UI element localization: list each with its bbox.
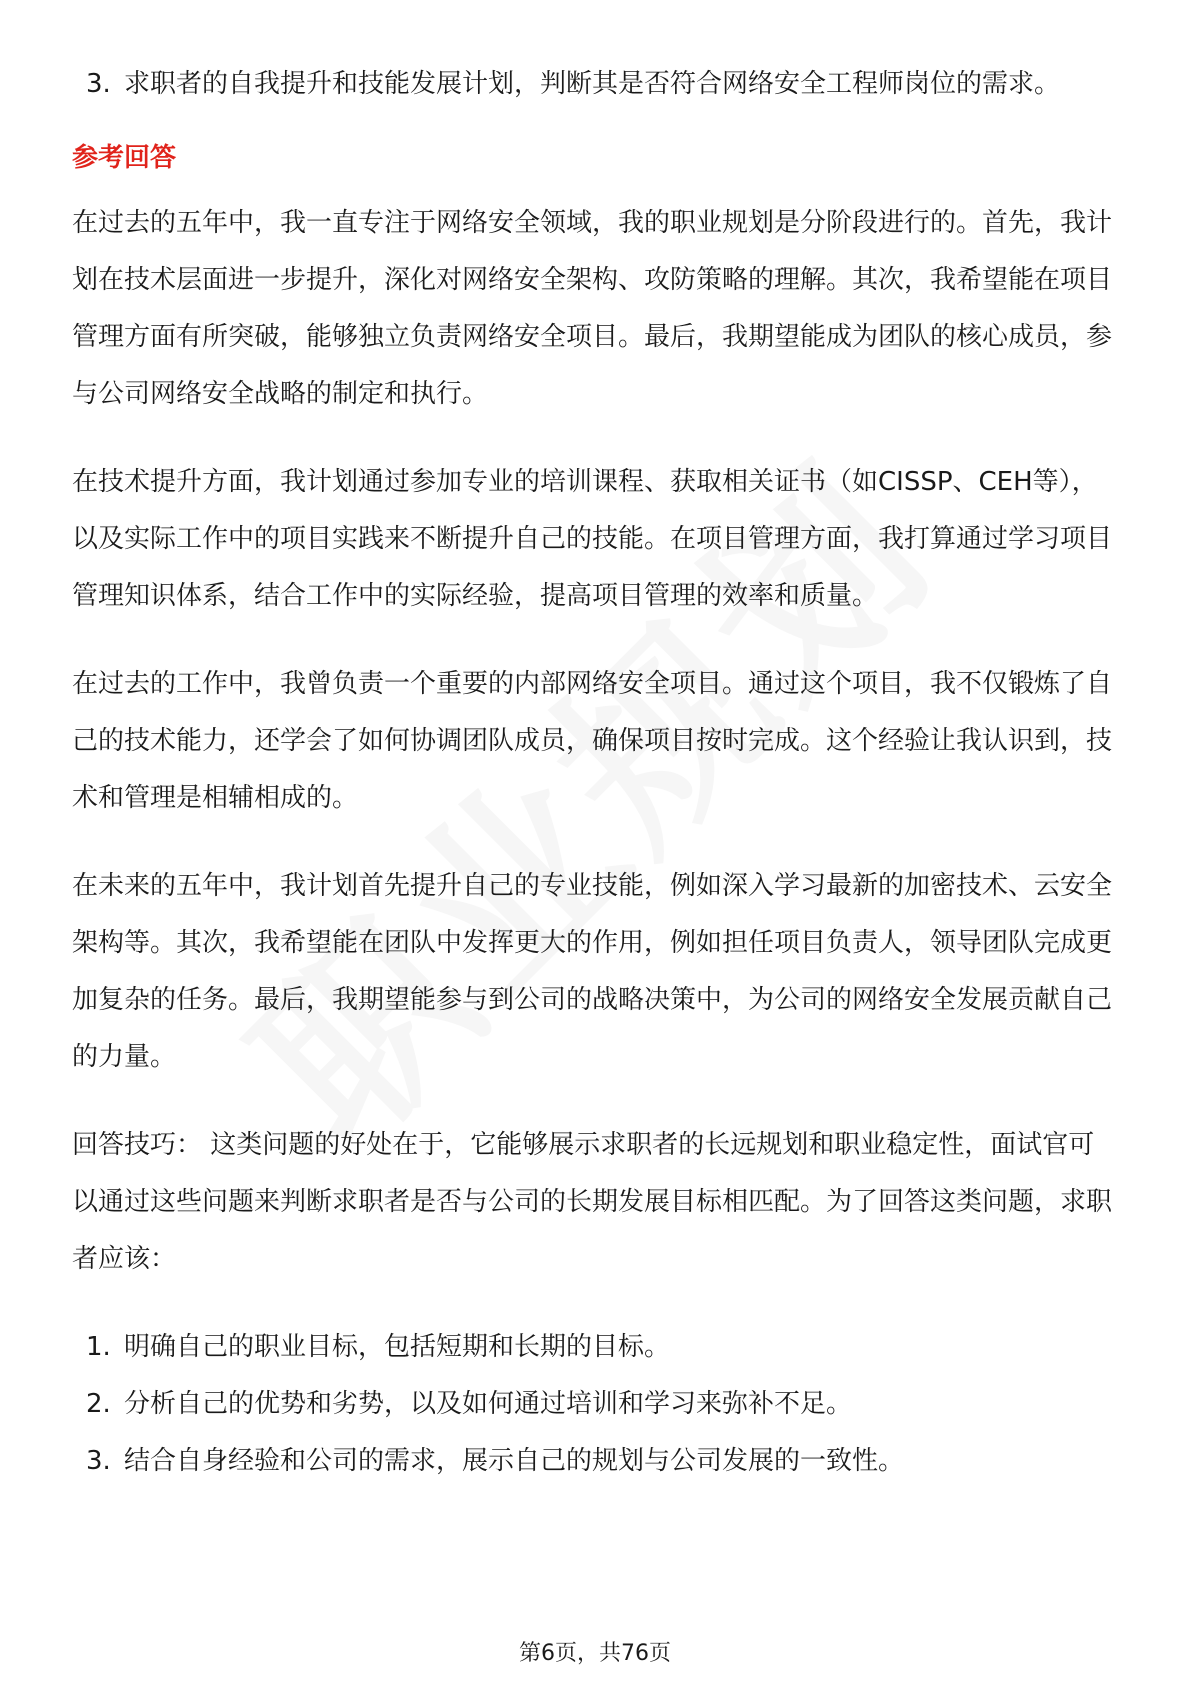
list-number: 3.: [86, 1446, 111, 1476]
list-number: 2.: [86, 1389, 111, 1419]
tips-list-item: [72, 1433, 1118, 1490]
list-number: 3.: [86, 69, 111, 99]
list-text: 明确自己的职业目标，包括短期和长期的目标。: [124, 1332, 671, 1362]
page-footer: 第6页，共76页: [519, 1641, 671, 1666]
answer-paragraph-1: 在过去的五年中，我一直专注于网络安全领域，我的职业规划是分阶段进行的。首先，我计划在技术层面进一步提升，深化对网络安全架构、攻防策略的理解。其次，我希望能在项目管理方面有所突破，能够独立负责网络安全项目。最后，我期望能成为团队的核心成员，参与公司网络安全战略的制定和执行。: [72, 208, 1113, 409]
tips-list-item: [72, 1376, 1118, 1433]
list-text: 分析自己的优势和劣势，以及如何通过培训和学习来弥补不足。: [124, 1389, 853, 1419]
intro-list-item: [72, 56, 1118, 113]
list-text: 求职者的自我提升和技能发展计划，判断其是否符合网络安全工程师岗位的需求。: [124, 69, 1061, 99]
answer-paragraph-4: 在未来的五年中，我计划首先提升自己的专业技能，例如深入学习最新的加密技术、云安全架构等。其次，我希望能在团队中发挥更大的作用，例如担任项目负责人，领导团队完成更加复杂的任务。最后，我期望能参与到公司的战略决策中，为公司的网络安全发展贡献自己的力量。: [72, 871, 1113, 1072]
page-content: [72, 56, 1118, 1490]
tips-paragraph: 回答技巧： 这类问题的好处在于，它能够展示求职者的长远规划和职业稳定性，面试官可以通过这些问题来判断求职者是否与公司的长期发展目标相匹配。为了回答这类问题，求职者应该：: [72, 1130, 1113, 1274]
answer-paragraph-3: 在过去的工作中，我曾负责一个重要的内部网络安全项目。通过这个项目，我不仅锻炼了自己的技术能力，还学会了如何协调团队成员，确保项目按时完成。这个经验让我认识到，技术和管理是相辅相成的。: [72, 669, 1113, 813]
list-text: 结合自身经验和公司的需求，展示自己的规划与公司发展的一致性。: [124, 1446, 905, 1476]
tips-list-item: [72, 1319, 1118, 1376]
list-number: 1.: [86, 1332, 111, 1362]
tips-list: [72, 1319, 1118, 1490]
section-title: 参考回答: [72, 143, 177, 173]
answer-paragraph-2: 在技术提升方面，我计划通过参加专业的培训课程、获取相关证书（如CISSP、CEH等），以及实际工作中的项目实践来不断提升自己的技能。在项目管理方面，我打算通过学习项目管理知识体系，结合工作中的实际经验，提高项目管理的效率和质量。: [72, 467, 1113, 611]
